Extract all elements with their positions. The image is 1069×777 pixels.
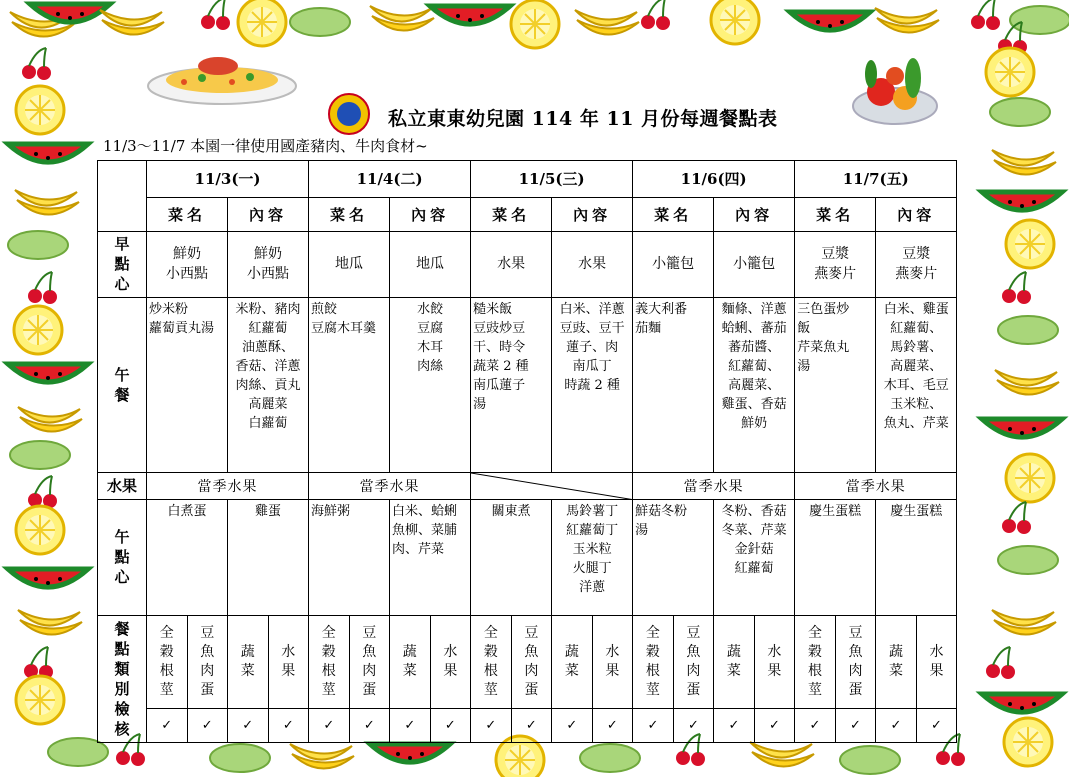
breakfast-cell: 豆漿 燕麥片	[795, 232, 876, 297]
food-category-cell: 水 果	[592, 615, 633, 709]
snack-cell: 海鮮粥	[309, 500, 390, 615]
day-header: 11/6(四)	[633, 161, 795, 198]
day-header: 11/5(三)	[471, 161, 633, 198]
lunch-cell: 義大利番 茄麵	[633, 297, 714, 472]
breakfast-cell: 鮮奶 小西點	[228, 232, 309, 297]
row-label-fruit: 水果	[98, 472, 147, 500]
row-label-check: 餐 點 類 別 檢 核	[98, 615, 147, 742]
dish-content-header: 內容	[876, 197, 957, 232]
food-category-cell: 水 果	[916, 615, 957, 709]
lunch-cell: 麵條、洋蔥 蛤蜊、蕃茄 蕃茄醬、 紅蘿蔔、 高麗菜、 雞蛋、香菇 鮮奶	[714, 297, 795, 472]
lunch-cell: 三色蛋炒 飯 芹菜魚丸 湯	[795, 297, 876, 472]
food-category-cell: 水 果	[430, 615, 471, 709]
check-mark: ✓	[835, 709, 876, 743]
dish-content-header: 內容	[714, 197, 795, 232]
dish-name-header: 菜名	[309, 197, 390, 232]
check-mark: ✓	[916, 709, 957, 743]
check-mark: ✓	[511, 709, 552, 743]
lunch-cell: 糙米飯 豆豉炒豆 干、時令 蔬菜 2 種 南瓜蓮子 湯	[471, 297, 552, 472]
check-mark: ✓	[876, 709, 917, 743]
dish-name-header: 菜名	[147, 197, 228, 232]
food-category-cell: 豆 魚 肉 蛋	[187, 615, 228, 709]
check-mark: ✓	[268, 709, 309, 743]
day-header: 11/3(一)	[147, 161, 309, 198]
food-category-cell: 豆 魚 肉 蛋	[673, 615, 714, 709]
snack-cell: 冬粉、香菇 冬菜、芹菜 金針菇 紅蘿蔔	[714, 500, 795, 615]
dish-content-header: 內容	[390, 197, 471, 232]
dish-name-header: 菜名	[795, 197, 876, 232]
food-category-cell: 全 穀 根 莖	[633, 615, 674, 709]
check-mark: ✓	[349, 709, 390, 743]
fruit-cell: 當季水果	[795, 472, 957, 500]
food-category-cell: 蔬 菜	[876, 615, 917, 709]
dish-content-header: 內容	[552, 197, 633, 232]
dish-name-header: 菜名	[471, 197, 552, 232]
snack-cell: 慶生蛋糕	[876, 500, 957, 615]
lunch-cell: 水餃 豆腐 木耳 肉絲	[390, 297, 471, 472]
corner-cell	[98, 161, 147, 232]
food-category-cell: 豆 魚 肉 蛋	[511, 615, 552, 709]
fried-rice-plate-illustration	[148, 57, 296, 104]
check-mark: ✓	[147, 709, 188, 743]
lunch-cell: 炒米粉 蘿蔔貢丸湯	[147, 297, 228, 472]
vegetable-bowl-illustration	[853, 58, 937, 124]
day-header: 11/7(五)	[795, 161, 957, 198]
lunch-cell: 煎餃 豆腐木耳羹	[309, 297, 390, 472]
food-category-cell: 全 穀 根 莖	[471, 615, 512, 709]
sourcing-notice: 11/3～11/7 本園一律使用國產豬肉、牛肉食材~	[103, 137, 428, 155]
row-label-lunch: 午 餐	[98, 297, 147, 472]
food-category-cell: 蔬 菜	[552, 615, 593, 709]
breakfast-cell: 水果	[471, 232, 552, 297]
food-category-cell: 蔬 菜	[714, 615, 755, 709]
check-mark: ✓	[673, 709, 714, 743]
check-mark: ✓	[390, 709, 431, 743]
school-logo	[328, 93, 370, 135]
breakfast-cell: 鮮奶 小西點	[147, 232, 228, 297]
check-mark: ✓	[592, 709, 633, 743]
row-label-breakfast: 早 點 心	[98, 232, 147, 297]
check-mark: ✓	[714, 709, 755, 743]
food-category-cell: 全 穀 根 莖	[795, 615, 836, 709]
check-mark: ✓	[430, 709, 471, 743]
fruit-cell: 當季水果	[633, 472, 795, 500]
food-category-cell: 水 果	[754, 615, 795, 709]
snack-cell: 白米、蛤蜊 魚柳、菜脯 肉、芹菜	[390, 500, 471, 615]
day-header: 11/4(二)	[309, 161, 471, 198]
check-mark: ✓	[187, 709, 228, 743]
fruit-cell: 當季水果	[309, 472, 471, 500]
snack-cell: 關東煮	[471, 500, 552, 615]
snack-cell: 白煮蛋	[147, 500, 228, 615]
breakfast-cell: 地瓜	[390, 232, 471, 297]
breakfast-cell: 豆漿 燕麥片	[876, 232, 957, 297]
check-mark: ✓	[309, 709, 350, 743]
dish-content-header: 內容	[228, 197, 309, 232]
lunch-cell: 白米、洋蔥 豆豉、豆干 蓮子、肉 南瓜丁 時蔬 2 種	[552, 297, 633, 472]
food-category-cell: 全 穀 根 莖	[147, 615, 188, 709]
food-category-cell: 全 穀 根 莖	[309, 615, 350, 709]
check-mark: ✓	[633, 709, 674, 743]
check-mark: ✓	[754, 709, 795, 743]
breakfast-cell: 地瓜	[309, 232, 390, 297]
lunch-cell: 米粉、豬肉 紅蘿蔔 油蔥酥、 香菇、洋蔥 肉絲、貢丸 高麗菜 白蘿蔔	[228, 297, 309, 472]
dish-name-header: 菜名	[633, 197, 714, 232]
page-title: 私立東東幼兒園 114 年 11 月份每週餐點表	[388, 108, 778, 130]
check-mark: ✓	[552, 709, 593, 743]
snack-cell: 馬鈴薯丁 紅蘿蔔丁 玉米粒 火腿丁 洋蔥	[552, 500, 633, 615]
food-category-cell: 水 果	[268, 615, 309, 709]
food-category-cell: 豆 魚 肉 蛋	[349, 615, 390, 709]
breakfast-cell: 水果	[552, 232, 633, 297]
check-mark: ✓	[795, 709, 836, 743]
food-category-cell: 蔬 菜	[228, 615, 269, 709]
food-category-cell: 豆 魚 肉 蛋	[835, 615, 876, 709]
snack-cell: 慶生蛋糕	[795, 500, 876, 615]
weekly-menu-table	[97, 160, 957, 743]
diagonal-line	[471, 473, 632, 500]
check-mark: ✓	[471, 709, 512, 743]
food-category-cell: 蔬 菜	[390, 615, 431, 709]
fruit-cell-empty	[471, 472, 633, 500]
row-label-snack: 午 點 心	[98, 500, 147, 615]
check-mark: ✓	[228, 709, 269, 743]
snack-cell: 鮮菇冬粉 湯	[633, 500, 714, 615]
fruit-cell: 當季水果	[147, 472, 309, 500]
lunch-cell: 白米、雞蛋 紅蘿蔔、 馬鈴薯、 高麗菜、 木耳、毛豆 玉米粒、 魚丸、芹菜	[876, 297, 957, 472]
snack-cell: 雞蛋	[228, 500, 309, 615]
breakfast-cell: 小籠包	[714, 232, 795, 297]
breakfast-cell: 小籠包	[633, 232, 714, 297]
